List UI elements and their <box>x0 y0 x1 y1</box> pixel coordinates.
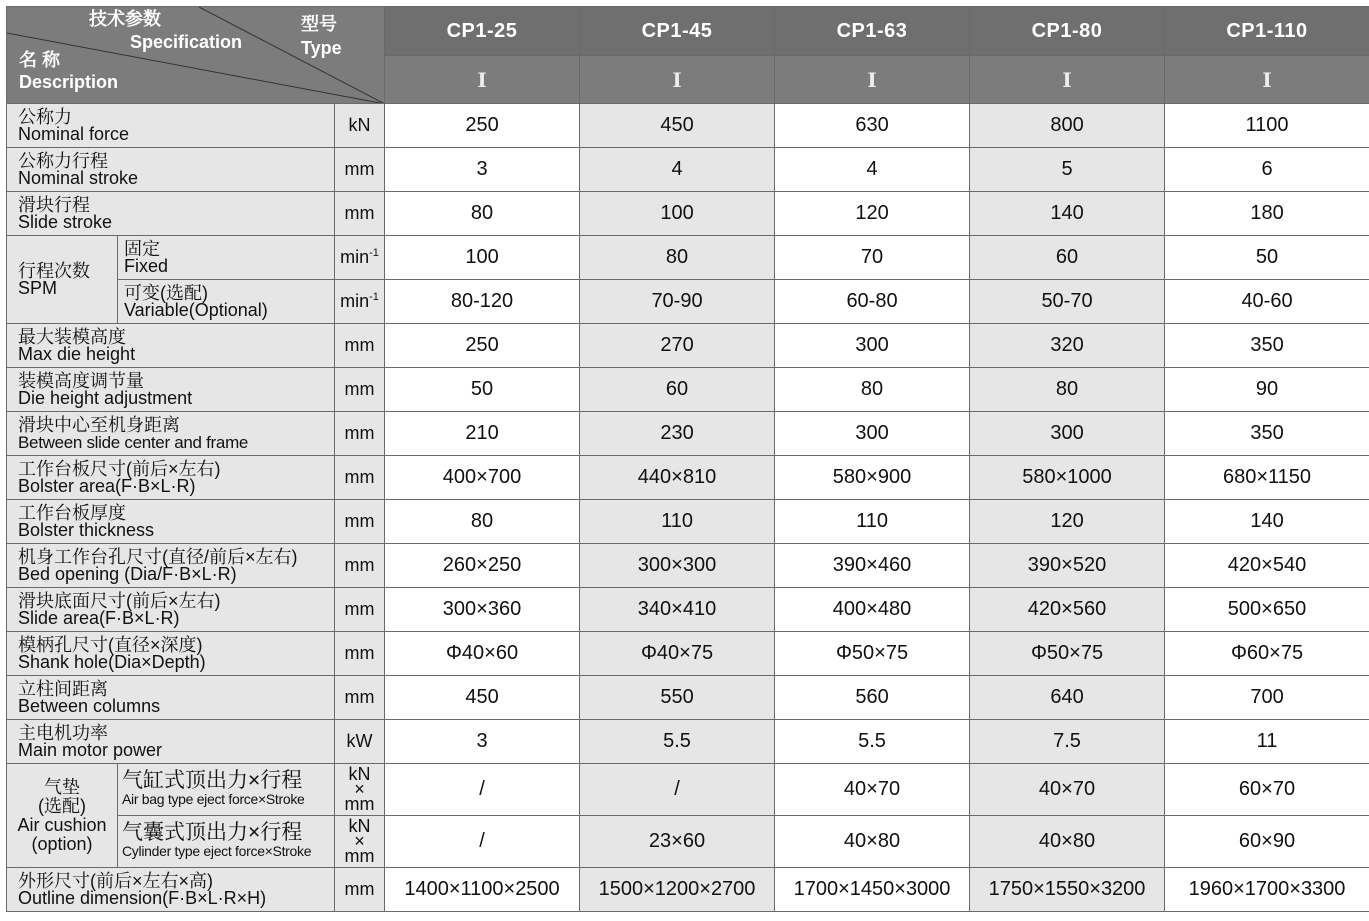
spm-variable-label: 可变(选配) Variable(Optional) <box>118 280 335 324</box>
cell-value: 700 <box>1165 676 1369 720</box>
model-header: CP1-63 <box>775 7 970 56</box>
cell-value: / <box>385 764 580 816</box>
type-label: Type <box>301 38 342 58</box>
table-row <box>7 456 1369 500</box>
model-subtype: I <box>970 56 1165 104</box>
cell-value: 250 <box>385 104 580 148</box>
table-row <box>7 720 1369 764</box>
row-label: 机身工作台孔尺寸(直径/前后×左右) Bed opening (Dia/F·B×L·R) <box>7 544 335 588</box>
row-unit: kN × mm <box>335 764 385 816</box>
specification-label: Specification <box>130 32 243 52</box>
cell-value: 350 <box>1165 324 1369 368</box>
table-row <box>7 324 1369 368</box>
air-cushion-label: 气垫 (选配) Air cushion (option) <box>7 764 118 868</box>
row-unit: mm <box>335 500 385 544</box>
cell-value: 420×540 <box>1165 544 1369 588</box>
table-row <box>7 544 1369 588</box>
row-unit: mm <box>335 192 385 236</box>
cell-value: 60 <box>580 368 775 412</box>
cell-value: 390×460 <box>775 544 970 588</box>
cell-value: 11 <box>1165 720 1369 764</box>
cell-value: 320 <box>970 324 1165 368</box>
table-row <box>7 588 1369 632</box>
cell-value: 560 <box>775 676 970 720</box>
row-unit: mm <box>335 456 385 500</box>
cell-value: 500×650 <box>1165 588 1369 632</box>
cell-value: 60 <box>970 236 1165 280</box>
cell-value: 90 <box>1165 368 1369 412</box>
spec-table <box>6 6 1369 912</box>
cell-value: 50 <box>385 368 580 412</box>
table-row <box>7 104 1369 148</box>
cell-value: 80 <box>385 500 580 544</box>
cell-value: 440×810 <box>580 456 775 500</box>
cell-value: 80 <box>775 368 970 412</box>
row-unit: mm <box>335 412 385 456</box>
cell-value: Φ60×75 <box>1165 632 1369 676</box>
row-unit: kW <box>335 720 385 764</box>
model-header: CP1-25 <box>385 7 580 56</box>
cell-value: 40×70 <box>970 764 1165 816</box>
cell-value: 340×410 <box>580 588 775 632</box>
cell-value: 180 <box>1165 192 1369 236</box>
cell-value: Φ50×75 <box>970 632 1165 676</box>
description-label: Description <box>19 72 119 92</box>
row-label: 滑块底面尺寸(前后×左右) Slide area(F·B×L·R) <box>7 588 335 632</box>
model-subtype: I <box>385 56 580 104</box>
row-label: 公称力 Nominal force <box>7 104 335 148</box>
cell-value: 110 <box>775 500 970 544</box>
row-unit: mm <box>335 544 385 588</box>
table-row <box>7 368 1369 412</box>
model-subtype: I <box>1165 56 1369 104</box>
cell-value: 40×80 <box>775 816 970 868</box>
cell-value: 230 <box>580 412 775 456</box>
cell-value: 70-90 <box>580 280 775 324</box>
cell-value: 4 <box>580 148 775 192</box>
row-unit: mm <box>335 324 385 368</box>
cell-value: 70 <box>775 236 970 280</box>
airbag-label: 气缸式顶出力×行程 Air bag type eject force×Stroke <box>118 764 335 816</box>
model-header: CP1-110 <box>1165 7 1369 56</box>
cell-value: 40×80 <box>970 816 1165 868</box>
cell-value: 680×1150 <box>1165 456 1369 500</box>
cylinder-label: 气囊式顶出力×行程 Cylinder type eject force×Stroke <box>118 816 335 868</box>
cell-value: 100 <box>385 236 580 280</box>
cell-value: 450 <box>580 104 775 148</box>
cell-value: 140 <box>1165 500 1369 544</box>
type-cn: 型号 <box>301 14 337 34</box>
cell-value: 580×900 <box>775 456 970 500</box>
header-corner <box>7 7 385 104</box>
cell-value: 300 <box>775 412 970 456</box>
model-header: CP1-45 <box>580 7 775 56</box>
cell-value: 260×250 <box>385 544 580 588</box>
cell-value: 140 <box>970 192 1165 236</box>
cell-value: 640 <box>970 676 1165 720</box>
table-row <box>7 500 1369 544</box>
model-subtype: I <box>580 56 775 104</box>
cell-value: 23×60 <box>580 816 775 868</box>
cell-value: 550 <box>580 676 775 720</box>
cell-value: 120 <box>775 192 970 236</box>
cell-value: 60×90 <box>1165 816 1369 868</box>
row-label: 滑块行程 Slide stroke <box>7 192 335 236</box>
cell-value: 400×480 <box>775 588 970 632</box>
row-label: 模柄孔尺寸(直径×深度) Shank hole(Dia×Depth) <box>7 632 335 676</box>
spm-fixed-label: 固定 Fixed <box>118 236 335 280</box>
cell-value: 800 <box>970 104 1165 148</box>
cell-value: 1400×1100×2500 <box>385 868 580 912</box>
row-unit: kN <box>335 104 385 148</box>
cell-value: 120 <box>970 500 1165 544</box>
row-label: 主电机功率 Main motor power <box>7 720 335 764</box>
row-unit: mm <box>335 148 385 192</box>
row-unit: mm <box>335 868 385 912</box>
cell-value: 3 <box>385 148 580 192</box>
row-unit: mm <box>335 632 385 676</box>
cell-value: 1500×1200×2700 <box>580 868 775 912</box>
row-unit: mm <box>335 588 385 632</box>
table-row-spm-fixed <box>7 236 1369 280</box>
table-row <box>7 148 1369 192</box>
cell-value: 1750×1550×3200 <box>970 868 1165 912</box>
cell-value: 210 <box>385 412 580 456</box>
row-unit: $\min^{-1}$ <box>335 236 385 280</box>
cell-value: 450 <box>385 676 580 720</box>
cell-value: 60-80 <box>775 280 970 324</box>
table-row <box>7 192 1369 236</box>
table-row-outline <box>7 868 1369 912</box>
cell-value: Φ40×60 <box>385 632 580 676</box>
row-label: 立柱间距离 Between columns <box>7 676 335 720</box>
row-label: 工作台板厚度 Bolster thickness <box>7 500 335 544</box>
row-label: 公称力行程 Nominal stroke <box>7 148 335 192</box>
spm-label: 行程次数 SPM <box>7 236 118 324</box>
cell-value: 400×700 <box>385 456 580 500</box>
cell-value: 1700×1450×3000 <box>775 868 970 912</box>
cell-value: 300 <box>970 412 1165 456</box>
model-header: CP1-80 <box>970 7 1165 56</box>
cell-value: 50-70 <box>970 280 1165 324</box>
row-label: 工作台板尺寸(前后×左右) Bolster area(F·B×L·R) <box>7 456 335 500</box>
model-subtype: I <box>775 56 970 104</box>
table-row-cylinder <box>7 816 1369 868</box>
row-unit: mm <box>335 368 385 412</box>
cell-value: 6 <box>1165 148 1369 192</box>
cell-value: 40-60 <box>1165 280 1369 324</box>
cell-value: 300×300 <box>580 544 775 588</box>
cell-value: 420×560 <box>970 588 1165 632</box>
name-cn: 名 称 <box>19 50 61 70</box>
tech-params-cn: 技术参数 <box>89 9 161 29</box>
row-label: 滑块中心至机身距离 Between slide center and frame <box>7 412 335 456</box>
cell-value: 80-120 <box>385 280 580 324</box>
cell-value: 100 <box>580 192 775 236</box>
cell-value: 80 <box>970 368 1165 412</box>
cell-value: 250 <box>385 324 580 368</box>
table-row <box>7 676 1369 720</box>
table-row-airbag <box>7 764 1369 816</box>
row-label: 最大装模高度 Max die height <box>7 324 335 368</box>
cell-value: / <box>580 764 775 816</box>
cell-value: 80 <box>385 192 580 236</box>
cell-value: 5 <box>970 148 1165 192</box>
cell-value: 580×1000 <box>970 456 1165 500</box>
cell-value: 5.5 <box>775 720 970 764</box>
cell-value: 3 <box>385 720 580 764</box>
cell-value: 1960×1700×3300 <box>1165 868 1369 912</box>
row-label: 装模高度调节量 Die height adjustment <box>7 368 335 412</box>
cell-value: Φ40×75 <box>580 632 775 676</box>
row-unit: mm <box>335 676 385 720</box>
cell-value: 630 <box>775 104 970 148</box>
cell-value: 7.5 <box>970 720 1165 764</box>
cell-value: / <box>385 816 580 868</box>
cell-value: 1100 <box>1165 104 1369 148</box>
cell-value: 60×70 <box>1165 764 1369 816</box>
cell-value: 40×70 <box>775 764 970 816</box>
row-label: 外形尺寸(前后×左右×高) Outline dimension(F·B×L·R×H) <box>7 868 335 912</box>
row-unit: kN × mm <box>335 816 385 868</box>
table-row <box>7 412 1369 456</box>
cell-value: 80 <box>580 236 775 280</box>
table-row <box>7 632 1369 676</box>
cell-value: 50 <box>1165 236 1369 280</box>
cell-value: 390×520 <box>970 544 1165 588</box>
cell-value: 270 <box>580 324 775 368</box>
row-unit: $\min^{-1}$ <box>335 280 385 324</box>
cell-value: Φ50×75 <box>775 632 970 676</box>
cell-value: 110 <box>580 500 775 544</box>
cell-value: 300×360 <box>385 588 580 632</box>
table-row-spm-variable <box>7 280 1369 324</box>
cell-value: 350 <box>1165 412 1369 456</box>
cell-value: 4 <box>775 148 970 192</box>
cell-value: 300 <box>775 324 970 368</box>
cell-value: 5.5 <box>580 720 775 764</box>
